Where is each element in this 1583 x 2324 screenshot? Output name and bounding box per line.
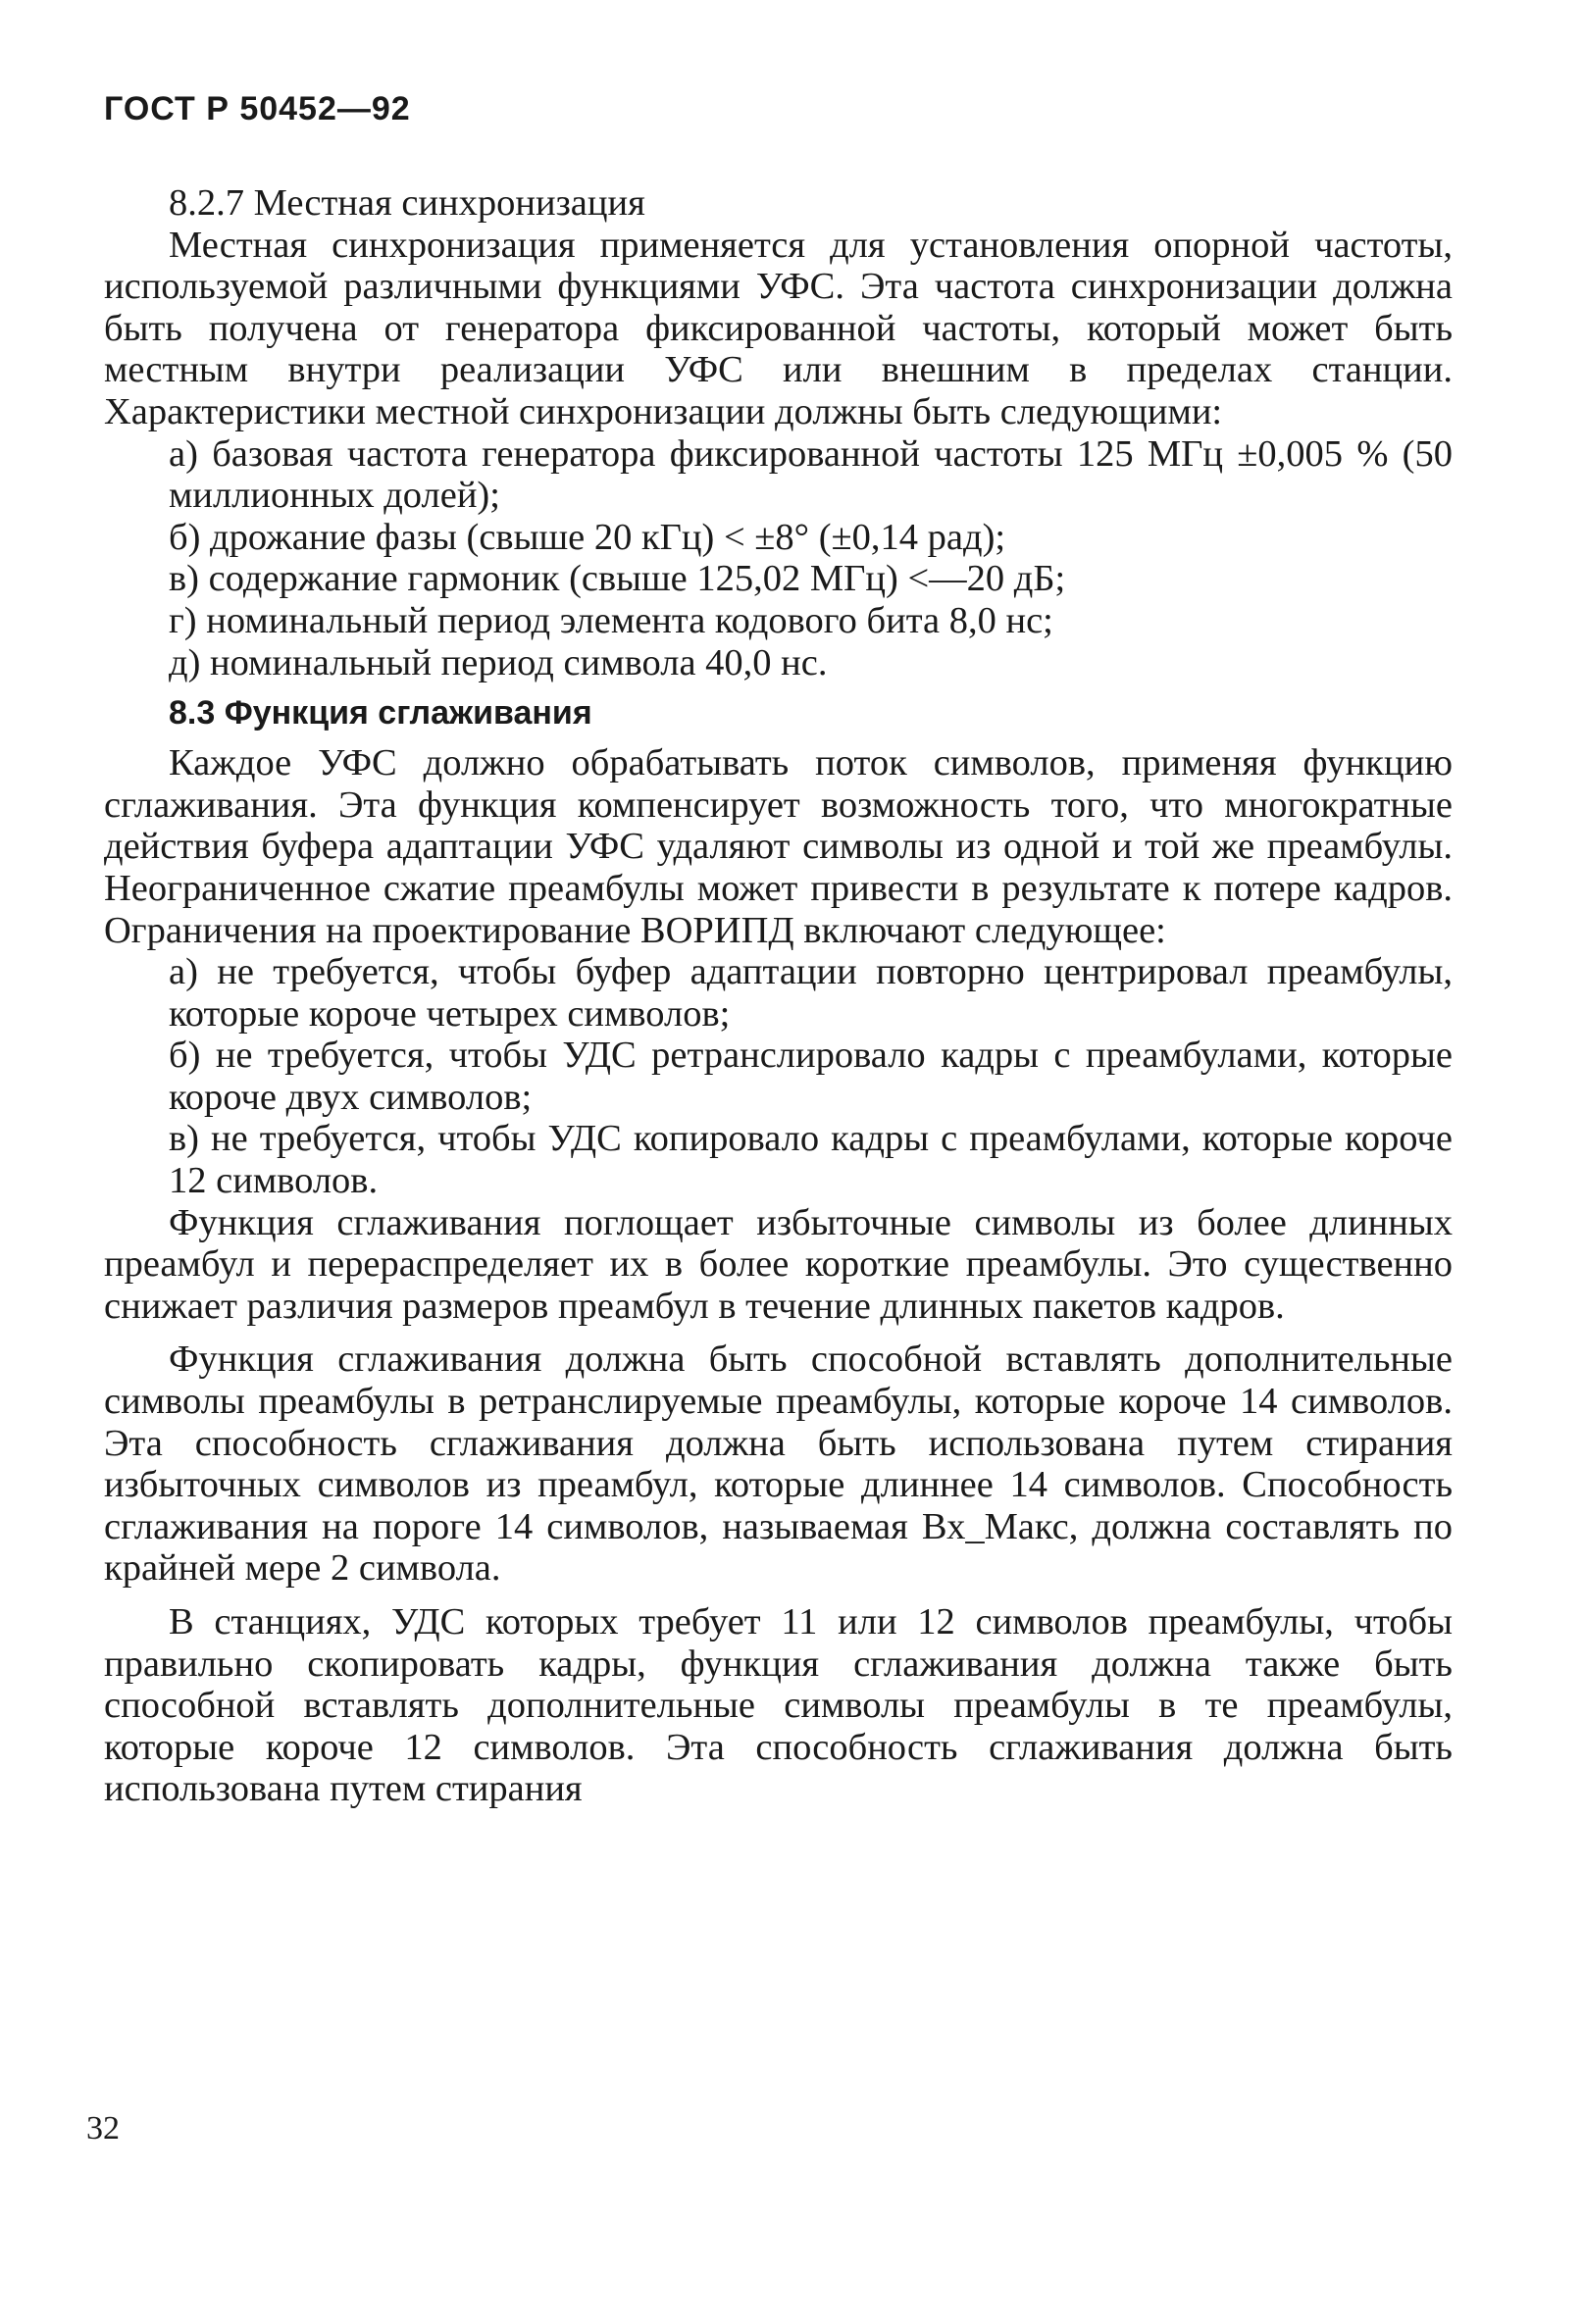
page-number: 32 <box>86 2110 120 2147</box>
section-827-title: 8.2.7 Местная синхронизация <box>169 182 645 224</box>
page-content <box>104 182 1453 1810</box>
list-item: а) базовая частота генератора фиксированной частоты 125 МГц ±0,005 % (50 миллионных долей); <box>169 432 1453 517</box>
list-item: в) не требуется, чтобы УДС копировало кадры с преамбулами, которые короче 12 символов. <box>169 1118 1453 1202</box>
list-item: в) содержание гармоник (свыше 125,02 МГц) <—20 дБ; <box>169 558 1066 600</box>
list-item: д) номинальный период символа 40,0 нс. <box>169 641 828 683</box>
list-item: а) не требуется, чтобы буфер адаптации повторно центрировал преамбулы, которые короче четырех символов; <box>169 951 1453 1035</box>
list-item: б) дрожание фазы (свыше 20 кГц) < ±8° (±0,14 рад); <box>169 516 1006 558</box>
document-id-header: ГОСТ Р 50452—92 <box>104 90 411 127</box>
list-item: г) номинальный период элемента кодового бита 8,0 нс; <box>169 599 1053 641</box>
section-83-heading: 8.3 Функция сглаживания <box>169 694 592 733</box>
section-827-intro: Местная синхронизация применяется для установления опорной частоты, используемой различными функциями УФС. Эта частота синхронизации должна быть получена от генератора фиксированной частоты, который может быть местным внутри реализации УФС или внешним в пределах станции. Характеристики местной синхронизации должны быть следующими: <box>104 224 1453 432</box>
section-83-intro: Каждое УФС должно обрабатывать поток символов, применяя функцию сглаживания. Эта функция компенсирует возможность того, что многократные действия буфера адаптации УФС удаляют символы из одной и той же преамбулы. Неограниченное сжатие преамбулы может привести в результате к потере кадров. Ограничения на проектирование ВОРИПД включают следующее: <box>104 742 1453 951</box>
paragraph: Функция сглаживания должна быть способной вставлять дополнительные символы преамбулы в ретранслируемые преамбулы, которые короче 14 символов. Эта способность сглаживания должна быть использована путем стирания избыточных символов из преамбул, которые длиннее 14 символов. Способность сглаживания на пороге 14 символов, называемая Вх_Макс, должна составлять по крайней мере 2 символа. <box>104 1339 1453 1590</box>
paragraph: Функция сглаживания поглощает избыточные символы из более длинных преамбул и перераспределяет их в более короткие преамбулы. Это существенно снижает различия размеров преамбул в течение длинных пакетов кадров. <box>104 1201 1453 1327</box>
list-item: б) не требуется, чтобы УДС ретранслировало кадры с преамбулами, которые короче двух символов; <box>169 1035 1453 1118</box>
paragraph: В станциях, УДС которых требует 11 или 12 символов преамбулы, чтобы правильно скопировать кадры, функция сглаживания должна также быть способной вставлять дополнительные символы преамбулы в те преамбулы, которые короче 12 символов. Эта способность сглаживания должна быть использована путем стирания <box>104 1601 1453 1810</box>
